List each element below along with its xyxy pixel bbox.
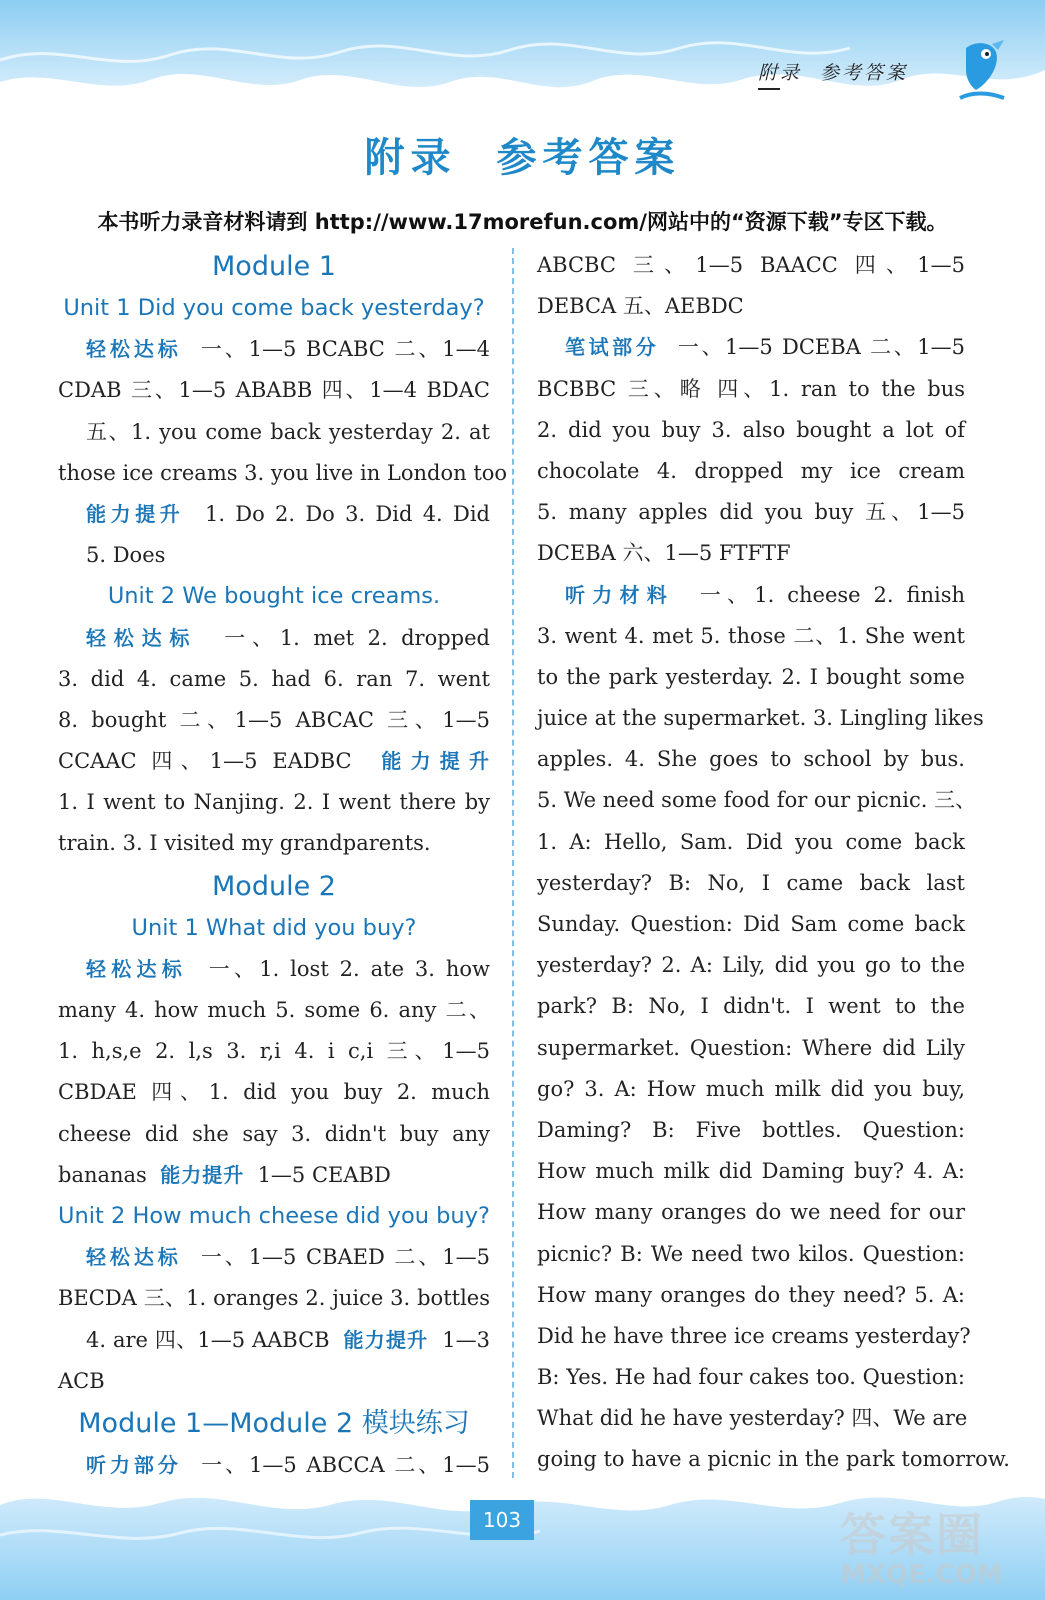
answer-line: train. 3. I visited my grandparents.: [58, 831, 431, 856]
answer-line: going to have a picnic in the park tomorrow.: [537, 1447, 1010, 1472]
answer-line: to the park yesterday. 2. I bought some: [537, 664, 965, 689]
section-tag: 轻松达标: [86, 956, 187, 981]
answer-line: 2. did you buy 3. also bought a lot of: [537, 417, 965, 442]
left-column: [58, 245, 508, 1486]
page-title-answers: 参考答案: [496, 135, 681, 181]
section-tag: 听力材料: [565, 582, 674, 607]
answer-text: 一、1. met 2. dropped: [224, 625, 490, 650]
section-tag: 能力提升: [381, 749, 490, 774]
section-tag: 轻松达标: [86, 337, 182, 362]
answer-text: 1. Do 2. Do 3. Did 4. Did: [204, 501, 490, 526]
answer-line: ACB: [58, 1368, 105, 1393]
answer-line: [58, 1237, 490, 1278]
unit-heading: Unit 1 Did you come back yesterday?: [63, 295, 485, 321]
header-section-label: [758, 58, 908, 85]
answer-line: Did he have three ice creams yesterday?: [537, 1323, 971, 1348]
answer-line: [58, 1155, 490, 1196]
answer-line: cheese did she say 3. didn't buy any: [58, 1121, 490, 1146]
download-notice: 本书听力录音材料请到 http://www.17morefun.com/网站中的“资源下载”专区下载。: [97, 210, 948, 234]
answer-text: bananas: [58, 1162, 147, 1187]
answer-line: CDAB 三、1—5 ABABB 四、1—4 BDAC: [58, 378, 490, 403]
module-practice-heading: Module 1—Module 2 模块练习: [78, 1407, 470, 1439]
top-wave-banner: [0, 0, 1045, 110]
unit-heading: Unit 2 We bought ice creams.: [107, 583, 441, 610]
answer-line: 3. went 4. met 5. those 二、1. She went: [537, 623, 965, 648]
answer-line: apples. 4. She goes to school by bus.: [537, 747, 965, 772]
answer-line: juice at the supermarket. 3. Lingling likes: [537, 706, 984, 731]
answer-text: 一、1. cheese 2. finish: [699, 582, 966, 607]
answer-text: 一、1—5 CBAED 二、1—5: [200, 1245, 490, 1270]
answer-line: Sunday. Question: Did Sam come back: [537, 912, 965, 936]
unit-heading: Unit 1 What did you buy?: [131, 914, 417, 941]
answer-line: 1. A: Hello, Sam. Did you come back: [537, 829, 965, 854]
watermark-top: 答案圈: [840, 1508, 984, 1562]
answer-line: [58, 1320, 490, 1361]
section-tag: 轻松达标: [86, 625, 198, 650]
watermark-logo: [840, 1510, 1040, 1596]
answer-line: [58, 329, 490, 370]
answer-line: 3. did 4. came 5. had 6. ran 7. went: [58, 666, 490, 691]
answer-line: DEBCA 五、AEBDC: [537, 294, 744, 319]
answer-text: 1—3: [442, 1327, 491, 1352]
header-subtitle: 参考答案: [820, 62, 909, 84]
answer-line: BECDA 三、1. oranges 2. juice 3. bottles: [58, 1286, 490, 1311]
header-section: 附录: [758, 62, 803, 84]
page-title: [0, 126, 1045, 183]
answer-line: go? 3. A: How much milk did you buy,: [537, 1076, 965, 1101]
answer-line: 1. I went to Nanjing. 2. I went there by: [58, 790, 490, 815]
column-divider: [512, 248, 514, 1478]
answer-line: DCEBA 六、1—5 FTFTF: [537, 541, 791, 566]
answer-text: 一、1—5 BCABC 二、1—4: [200, 337, 490, 362]
answer-line: park? B: No, I didn't. I went to the: [537, 994, 965, 1019]
answer-line: Daming? B: Five bottles. Question:: [537, 1117, 965, 1142]
answer-line: [58, 949, 490, 990]
answer-line: ABCBC 三、1—5 BAACC 四、1—5: [537, 253, 965, 277]
answer-line: many 4. how much 5. some 6. any 二、: [58, 998, 490, 1022]
header-underline: [758, 88, 780, 90]
section-tag: 听力部分: [86, 1452, 182, 1477]
section-tag: 能力提升: [160, 1162, 245, 1187]
answer-line: How many oranges do we need for our: [537, 1200, 965, 1225]
watermark-bottom: MXQE.COM: [840, 1560, 1003, 1590]
answer-line: [537, 327, 965, 368]
page-title-appendix: 附录: [364, 135, 457, 181]
answer-line: 8. bought 二、1—5 ABCAC 三、1—5: [58, 707, 490, 732]
answer-text: 一、1. lost 2. ate 3. how: [208, 956, 490, 981]
answer-line: yesterday? 2. A: Lily, did you go to the: [537, 953, 965, 978]
answer-line: chocolate 4. dropped my ice cream: [537, 458, 965, 483]
answer-line: [537, 575, 965, 616]
answer-text: 一、1—5 ABCCA 二、1—5: [201, 1452, 490, 1477]
answer-line: How many oranges do they need? 5. A:: [537, 1282, 965, 1307]
answer-text: 1—5 CEABD: [257, 1162, 391, 1187]
answer-line: 1. h,s,e 2. l,s 3. r,i 4. i c,i 三、1—5: [58, 1039, 490, 1064]
answer-line: 5. Does: [86, 543, 166, 568]
section-tag: 能力提升: [86, 501, 185, 526]
answer-line: 五、1. you come back yesterday 2. at: [86, 419, 490, 444]
section-tag: 能力提升: [343, 1327, 429, 1352]
right-column: [537, 245, 1010, 1481]
answer-line: 5. many apples did you buy 五、1—5: [537, 500, 965, 525]
pen-mascot-icon: [952, 38, 1012, 108]
section-tag: 轻松达标: [86, 1245, 182, 1270]
answer-line: How much milk did Daming buy? 4. A:: [537, 1159, 965, 1184]
module-heading: Module 2: [212, 870, 336, 902]
unit-heading: Unit 2 How much cheese did you buy?: [58, 1202, 490, 1229]
answer-text: CCAAC 四、1—5 EADBC: [58, 749, 352, 774]
answer-line: CBDAE 四、1. did you buy 2. much: [58, 1080, 490, 1105]
answer-line: picnic? B: We need two kilos. Question:: [537, 1241, 965, 1266]
page-number: 103: [470, 1500, 534, 1540]
answer-line: supermarket. Question: Where did Lily: [537, 1035, 965, 1060]
answer-text: 一、1—5 DCEBA 二、1—5: [677, 335, 966, 360]
answer-line: those ice creams 3. you live in London too: [58, 460, 508, 485]
answer-line: [58, 741, 490, 782]
section-tag: 笔试部分: [565, 335, 660, 360]
answer-text: 4. are 四、1—5 AABCB: [86, 1327, 330, 1352]
answer-line: [58, 618, 490, 659]
answer-line: What did he have yesterday? 四、We are: [537, 1406, 968, 1431]
module-heading: Module 1: [212, 251, 336, 282]
answer-line: yesterday? B: No, I came back last: [537, 870, 965, 895]
answer-line: BCBBC 三、略 四、1. ran to the bus: [537, 376, 965, 401]
answer-line: B: Yes. He had four cakes too. Question:: [537, 1365, 965, 1390]
answer-line: 5. We need some food for our picnic. 三、: [537, 788, 977, 813]
answer-line: [58, 494, 490, 535]
